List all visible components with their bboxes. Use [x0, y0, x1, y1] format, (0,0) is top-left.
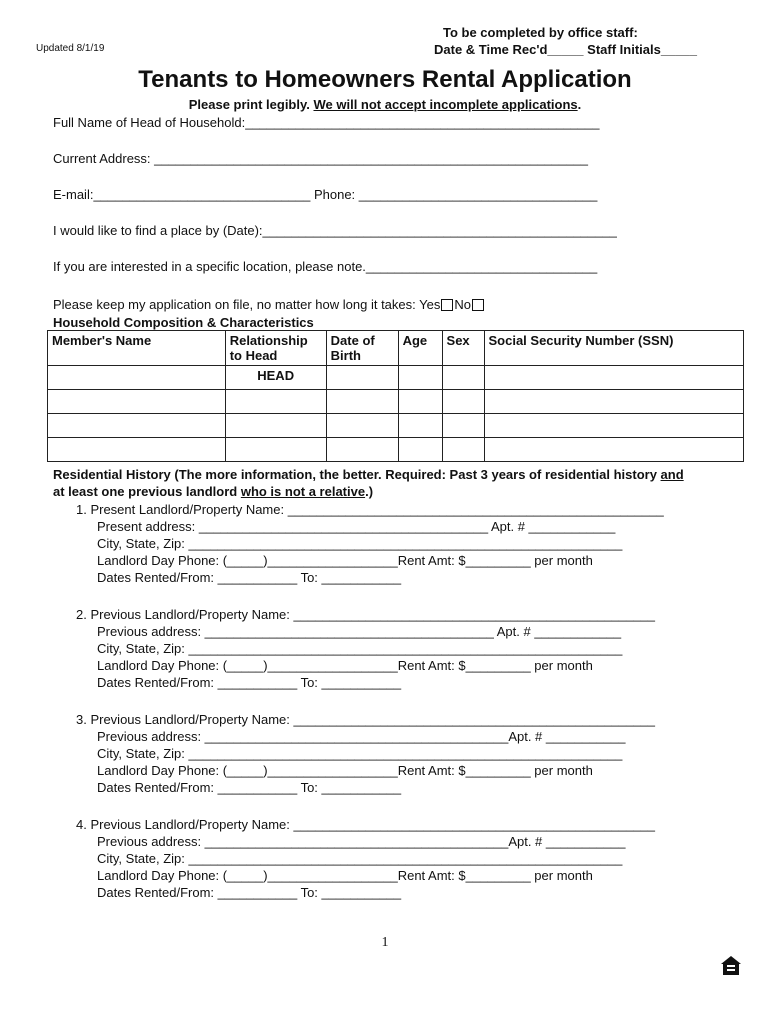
updated-date: Updated 8/1/19 [36, 43, 105, 54]
household-heading: Household Composition & Characteristics [53, 315, 314, 330]
col-relationship: Relationship to Head [225, 331, 326, 366]
col-date-of-birth: Date of Birth [326, 331, 398, 366]
dates-rented-field[interactable]: Dates Rented/From: ___________ To: ___________ [97, 885, 402, 900]
subtitle-part2: We will not accept incomplete applications [313, 97, 578, 112]
cell[interactable] [326, 438, 398, 462]
full-name-field[interactable]: Full Name of Head of Household:_________________________________________________ [53, 115, 600, 130]
dates-rented-field[interactable]: Dates Rented/From: ___________ To: ___________ [97, 780, 402, 795]
table-row [48, 390, 744, 414]
current-address-field[interactable]: Current Address: ____________________________________________________________ [53, 151, 588, 166]
cell[interactable] [398, 414, 442, 438]
household-header-row [48, 331, 744, 366]
subtitle-part3: . [577, 97, 582, 112]
city-state-zip-field[interactable]: City, State, Zip: ____________________________________________________________ [97, 536, 623, 551]
landlord-phone-field[interactable]: Landlord Day Phone: (_____)__________________Rent Amt: $_________ per month [97, 658, 593, 673]
cell[interactable] [225, 414, 326, 438]
history-intro-text: Residential History (The more information, the better. Required: Past 3 years of residential history [53, 467, 661, 482]
cell[interactable] [442, 390, 484, 414]
email-phone-field[interactable]: E-mail:______________________________ Phone: _________________________________ [53, 187, 598, 202]
landlord-name-field[interactable]: 1. Present Landlord/Property Name: ____________________________________________________ [76, 502, 664, 517]
address-field[interactable]: Present address: ________________________________________ Apt. # ____________ [97, 519, 616, 534]
address-field[interactable]: Previous address: ________________________________________ Apt. # ____________ [97, 624, 622, 639]
history-intro-line2 [53, 484, 373, 500]
cell[interactable] [442, 438, 484, 462]
cell[interactable] [442, 414, 484, 438]
table-row [48, 438, 744, 462]
address-field[interactable]: Previous address: __________________________________________Apt. # ___________ [97, 729, 626, 744]
household-table [47, 330, 744, 462]
landlord-name-field[interactable]: 3. Previous Landlord/Property Name: __________________________________________________ [76, 712, 655, 727]
city-state-zip-field[interactable]: City, State, Zip: ____________________________________________________________ [97, 851, 623, 866]
dates-rented-field[interactable]: Dates Rented/From: ___________ To: ___________ [97, 675, 402, 690]
page-number: 1 [381, 935, 389, 950]
col-age: Age [398, 331, 442, 366]
col-ssn: Social Security Number (SSN) [484, 331, 744, 366]
landlord-phone-field[interactable]: Landlord Day Phone: (_____)__________________Rent Amt: $_________ per month [97, 553, 593, 568]
cell[interactable] [48, 414, 226, 438]
landlord-name-field[interactable]: 2. Previous Landlord/Property Name: __________________________________________________ [76, 607, 655, 622]
cell[interactable] [484, 390, 744, 414]
cell[interactable] [225, 390, 326, 414]
landlord-phone-field[interactable]: Landlord Day Phone: (_____)__________________Rent Amt: $_________ per month [97, 763, 593, 778]
history-intro-and: and [660, 467, 684, 482]
office-staff-fields[interactable]: Date & Time Rec'd_____ Staff Initials_____ [434, 42, 697, 57]
dates-rented-field[interactable]: Dates Rented/From: ___________ To: ___________ [97, 570, 402, 585]
head-relationship-cell: HEAD [225, 366, 326, 390]
cell[interactable] [326, 414, 398, 438]
cell[interactable] [398, 390, 442, 414]
address-field[interactable]: Previous address: __________________________________________Apt. # ___________ [97, 834, 626, 849]
cell[interactable] [484, 366, 744, 390]
page-title: Tenants to Homeowners Rental Application [138, 66, 632, 93]
history-intro-end: .) [365, 484, 374, 499]
office-staff-label: To be completed by office staff: [443, 25, 638, 40]
location-field[interactable]: If you are interested in a specific location, please note.________________________________ [53, 259, 598, 274]
landlord-phone-field[interactable]: Landlord Day Phone: (_____)__________________Rent Amt: $_________ per month [97, 868, 593, 883]
table-row [48, 414, 744, 438]
cell[interactable] [48, 438, 226, 462]
cell[interactable] [484, 438, 744, 462]
cell[interactable] [326, 366, 398, 390]
equal-housing-icon [720, 955, 742, 977]
cell[interactable] [326, 390, 398, 414]
date-field[interactable]: I would like to find a place by (Date):_________________________________________________ [53, 223, 617, 238]
yes-checkbox[interactable] [441, 299, 453, 311]
subtitle-part1: Please print legibly. [188, 97, 314, 112]
history-intro-not-relative: who is not a relative [240, 484, 366, 499]
history-intro-text2: at least one previous landlord [53, 484, 241, 499]
col-sex: Sex [442, 331, 484, 366]
keep-file-label: Please keep my application on file, no matter how long it takes: Yes [53, 297, 441, 312]
city-state-zip-field[interactable]: City, State, Zip: ____________________________________________________________ [97, 641, 623, 656]
col-member-name: Member's Name [48, 331, 226, 366]
cell[interactable] [398, 438, 442, 462]
cell[interactable] [225, 438, 326, 462]
no-checkbox[interactable] [472, 299, 484, 311]
cell[interactable] [484, 414, 744, 438]
no-label: No [454, 297, 471, 312]
city-state-zip-field[interactable]: City, State, Zip: ____________________________________________________________ [97, 746, 623, 761]
subtitle [0, 97, 770, 113]
landlord-name-field[interactable]: 4. Previous Landlord/Property Name: __________________________________________________ [76, 817, 655, 832]
cell[interactable] [48, 366, 226, 390]
cell[interactable] [398, 366, 442, 390]
keep-file-question [53, 297, 485, 313]
cell[interactable] [442, 366, 484, 390]
cell[interactable] [48, 390, 226, 414]
history-intro-line1 [53, 467, 684, 483]
table-row [48, 366, 744, 390]
